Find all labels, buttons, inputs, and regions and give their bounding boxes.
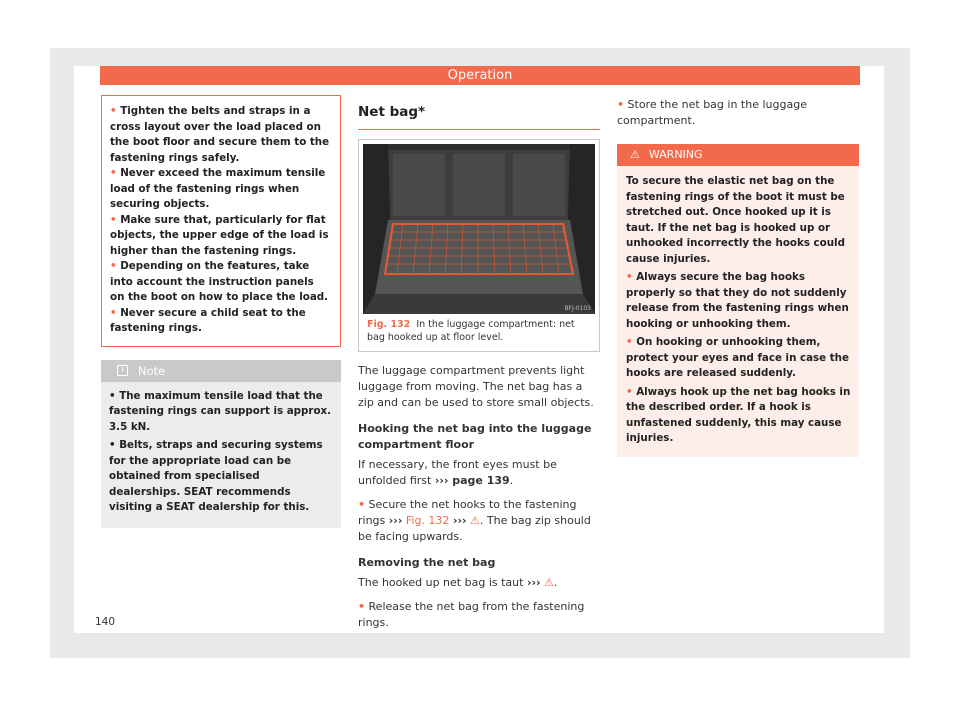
intro-paragraph: The luggage compartment prevents light luggage from moving. The net bag has a zip and can be used to store small objects. — [358, 364, 594, 409]
bullet-icon: • — [110, 105, 117, 117]
bullet-icon: • — [109, 389, 116, 402]
fig-132-link[interactable]: Fig. 132 — [405, 514, 450, 527]
warning-item: • Always secure the bag hooks properly so that they do not suddenly release from the fastening rings when hooking or unhooking them. — [626, 271, 849, 330]
figure-code: BFJ-0103 — [564, 305, 591, 312]
warning-triangle-icon[interactable]: ⚠ — [544, 576, 554, 589]
warning-item: • Tighten the belts and straps in a cross layout over the load placed on the boot floor and secure them to the fastening rings safely. — [110, 105, 330, 164]
page-header: Operation — [100, 66, 860, 85]
bullet-icon: • — [358, 498, 366, 511]
bullet-icon: • — [626, 336, 633, 348]
warning-item: • Never secure a child seat to the fastening rings. — [110, 306, 306, 334]
right-column — [617, 95, 859, 457]
warning-item: • Always hook up the net bag hooks in the described order. If a hook is unfastened suddenly, this may cause injuries. — [626, 385, 851, 444]
bullet-icon: • — [358, 600, 366, 613]
left-column — [101, 95, 341, 528]
warning-item: • Depending on the features, take into account the instruction panels on the boot on how to place the load. — [110, 260, 329, 303]
note-title: Note — [138, 363, 166, 378]
warning-item: • Make sure that, particularly for flat objects, the upper edge of the load is higher than the fastening rings. — [110, 213, 329, 257]
page-139-link[interactable]: ››› page 139 — [434, 474, 510, 487]
warning-triangle-icon[interactable]: ⚠ — [470, 514, 480, 527]
warning-body — [617, 166, 859, 457]
warning-intro: To secure the elastic net bag on the fastening rings of the boot it must be stretched out. Once hooked up it is taut. If the net bag is hooked up or unhooked incorrectly the hooks could cause injuries. — [626, 175, 845, 265]
luggage-compartment-illustration — [363, 144, 595, 314]
bullet-icon: • — [110, 306, 117, 319]
hooking-paragraph: If necessary, the front eyes must be unfolded first ››› page 139. — [358, 458, 557, 487]
note-item: • Belts, straps and securing systems for the appropriate load can be obtained from specialised dealerships. SEAT recommends visiting a SEAT dealership for this. — [109, 439, 323, 513]
warning-continuation-box — [101, 95, 341, 347]
removing-paragraph: The hooked up net bag is taut ››› ⚠. — [358, 576, 558, 589]
step-release-bag: • Release the net bag from the fastening rings. — [358, 600, 585, 629]
bullet-icon: • — [110, 167, 117, 179]
section-title: Net bag* — [358, 95, 600, 130]
bullet-icon: • — [110, 213, 117, 226]
bullet-icon: • — [626, 385, 633, 398]
step-secure-hooks: • Secure the net hooks to the fastening rings ››› Fig. 132 ››› ⚠. The bag zip should be facing upwards. — [358, 498, 591, 543]
figure-132 — [358, 139, 600, 352]
warning-title: WARNING — [648, 148, 703, 161]
warning-triangle-icon: ⚠ — [630, 148, 640, 161]
note-body — [101, 382, 341, 528]
warning-item: • Never exceed the maximum tensile load of the fastening rings when securing objects. — [110, 167, 326, 210]
warning-box — [617, 144, 859, 457]
note-box — [101, 360, 341, 528]
warning-item: • On hooking or unhooking them, protect your eyes and face in case the hooks are released suddenly. — [626, 336, 849, 379]
info-icon: i — [117, 365, 128, 376]
luggage-net-photo — [363, 144, 595, 314]
page-number: 140 — [95, 616, 116, 628]
warning-header — [617, 144, 859, 166]
hooking-heading: Hooking the net bag into the luggage compartment floor — [358, 422, 592, 451]
step-store-bag: • Store the net bag in the luggage compartment. — [617, 98, 807, 127]
bullet-icon: • — [109, 439, 116, 451]
note-header — [101, 360, 341, 382]
figure-label: Fig. 132 — [367, 319, 411, 330]
middle-column — [358, 95, 600, 631]
bullet-icon: • — [110, 260, 117, 272]
figure-caption: Fig. 132 In the luggage compartment: net bag hooked up at floor level. — [367, 319, 575, 343]
removing-heading: Removing the net bag — [358, 556, 496, 569]
bullet-icon: • — [626, 271, 633, 283]
bullet-icon: • — [617, 98, 625, 111]
note-item: • The maximum tensile load that the fastening rings can support is approx. 3.5 kN. — [109, 389, 332, 433]
